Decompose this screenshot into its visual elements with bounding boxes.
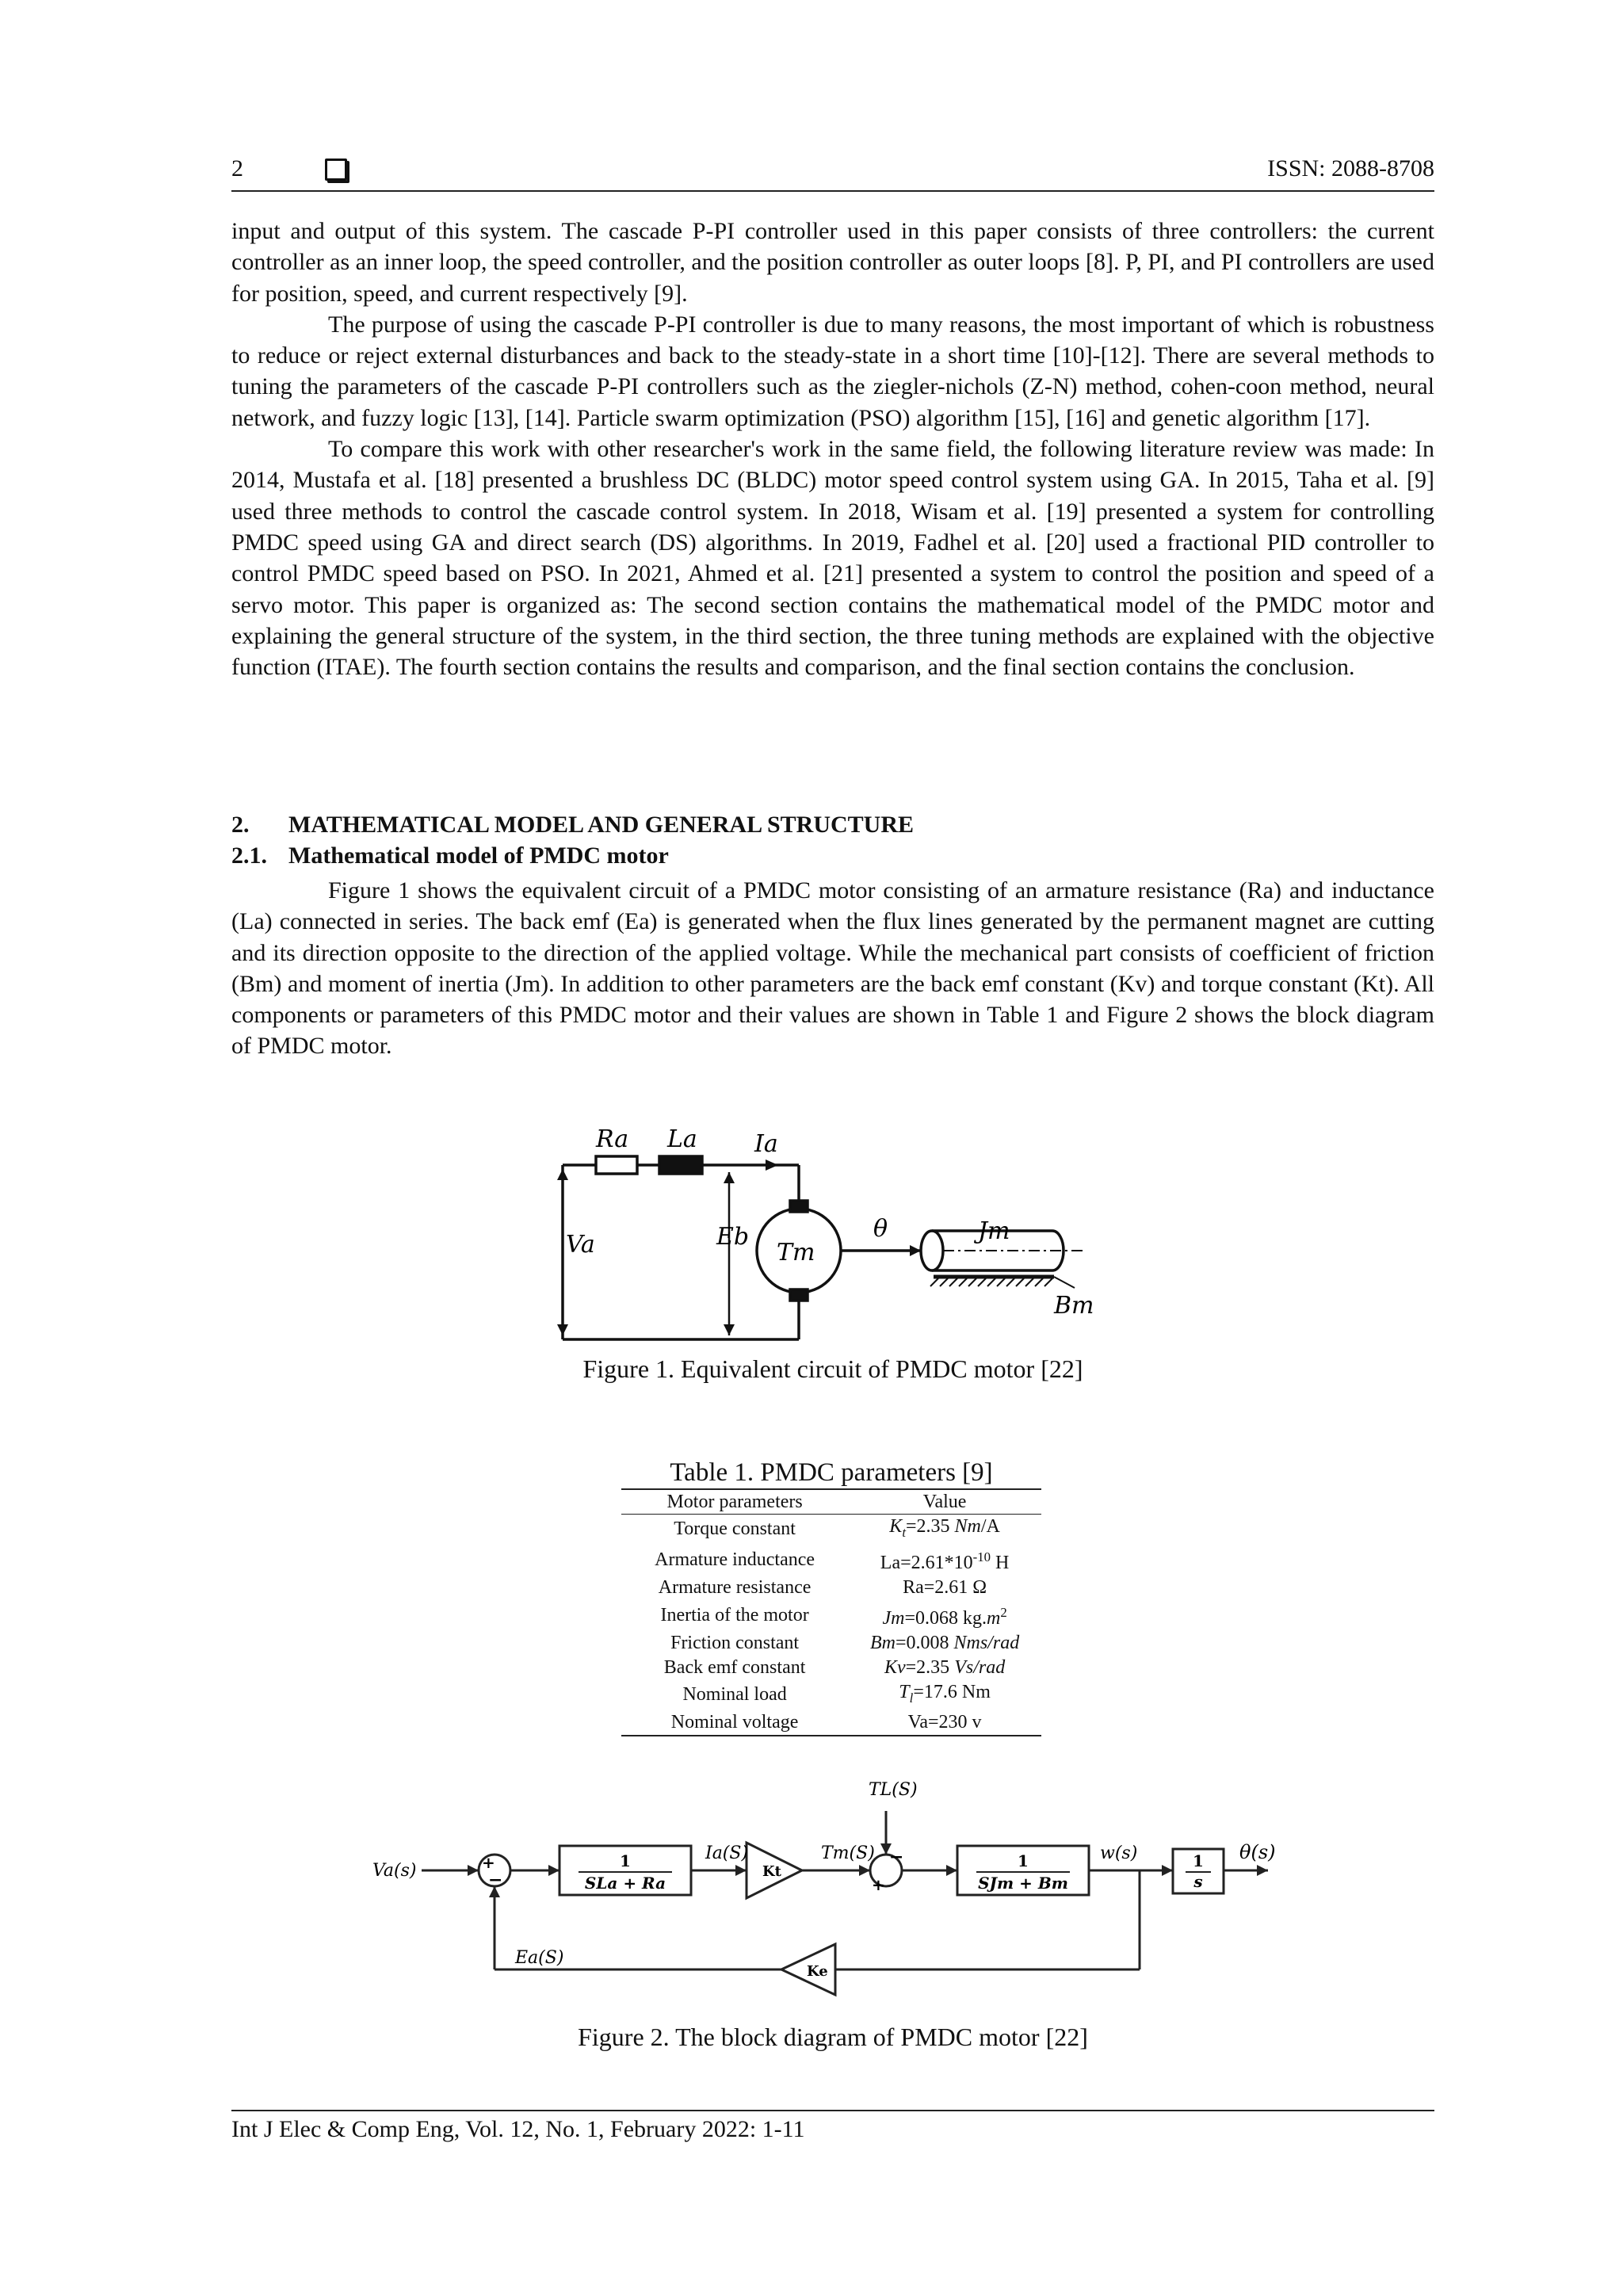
intro-text — [231, 216, 1434, 682]
block2-numerator: 1 — [1018, 1851, 1029, 1870]
param-value: Va=230 v — [907, 1711, 982, 1733]
page-footer — [231, 2110, 1434, 2143]
paragraph-2: The purpose of using the cascade P-PI controller is due to many reasons, the most important of which is robustness to reduce or reject external disturbances and back to the steady-state in a short time [10]-[12]. There are several methods to tuning the parameters of the cascade P-PI controllers such as the ziegler-nichols (Z-N) method, cohen-coon method, neural network, and fuzzy logic [13], [14]. Particle swarm optimization (PSO) algorithm [15], [16] and genetic algorithm [17]. — [231, 311, 1434, 431]
subsection-heading — [231, 842, 1434, 869]
label-bm: Bm — [1054, 1292, 1094, 1320]
paragraph-3: To compare this work with other researcher's work in the same field, the following literature review was made: In 2014, Mustafa et al. [18] presented a brushless DC (BLDC) motor speed control system using GA. In 2015, Taha et al. [9] used three methods to control the cascade control system. In 2018, Wisam et al. [19] presented a system for controlling PMDC speed using GA and direct search (DS) algorithms. In 2019, Fadhel et al. [20] used a fractional PID controller to control PMDC speed based on PSO. In 2021, Ahmed et al. [21] presented a system to control the position and speed of a servo motor. This paper is organized as: The second section contains the mathematical model of the PMDC motor and explaining the general structure of the system, in the third section, the three tuning methods are explained with the objective function (ITAE). The fourth section contains the results and comparison, and the final section contains the conclusion. — [231, 436, 1434, 681]
label-input: Va(s) — [372, 1861, 417, 1881]
label-theta: θ — [873, 1215, 888, 1243]
section-number: 2. — [231, 812, 250, 838]
param-value: $La=2.61*10^{-10}$ H — [880, 1549, 1010, 1573]
param-value: Jm=0.068 $kg.m^2$ — [882, 1604, 1007, 1629]
paragraph-4: Figure 1 shows the equivalent circuit of a PMDC motor consisting of an armature resistance (Ra) and inductance (La) connected in series. The back emf (Ea) is generated when the flux lines generated by the permanent magnet are cutting and its direction opposite to the direction of the applied voltage. While the mechanical part consists of coefficient of friction (Bm) and moment of inertia (Jm). In addition to other parameters are the back emf constant (Kv) and torque constant (Kt). All components or parameters of this PMDC motor and their values are shown in Table 1 and Figure 2 shows the block diagram of PMDC motor. — [231, 877, 1434, 1060]
parameters-table — [621, 1488, 1041, 1736]
table-1 — [621, 1457, 1041, 1736]
param-value: Bm=0.008 Nms/rad — [869, 1632, 1020, 1653]
plus-sign: + — [482, 1853, 495, 1872]
figure-2-caption: Figure 2. The block diagram of PMDC motor [22] — [578, 2023, 1088, 2051]
page-number: 2 — [231, 155, 243, 181]
column-header: Value — [848, 1489, 1041, 1515]
label-la: La — [667, 1125, 697, 1153]
label-theta: θ(s) — [1239, 1841, 1276, 1863]
paragraph-1: input and output of this system. The cascade P-PI controller used in this paper consists of three controllers: the current controller as an inner loop, the speed controller, and the position controller as outer loops [8]. P, PI, and PI controllers are used for position, speed, and current respectively [9]. — [231, 218, 1434, 307]
section-text — [231, 875, 1434, 1062]
column-header: Motor parameters — [621, 1489, 848, 1515]
block3-numerator: 1 — [1193, 1851, 1204, 1870]
label-jm: Jm — [978, 1217, 1010, 1245]
param-name: Friction constant — [670, 1632, 800, 1653]
table-row — [621, 1515, 1041, 1545]
param-name: Torque constant — [674, 1519, 796, 1540]
param-name: Nominal voltage — [670, 1711, 799, 1733]
block2-denominator: SJm + Bm — [978, 1874, 1068, 1893]
table-row — [621, 1680, 1041, 1710]
param-name: Armature inductance — [655, 1549, 815, 1570]
param-value: $K_t=2.35$ Nm/A — [889, 1516, 1000, 1540]
param-value: Ra=2.61 Ω — [903, 1576, 987, 1598]
label-ia: Ia(S) — [705, 1843, 749, 1863]
label-va: Va — [566, 1231, 595, 1259]
footer-citation: Int J Elec & Comp Eng, Vol. 12, No. 1, February 2022: 1-11 — [231, 2116, 805, 2142]
param-name: Inertia of the motor — [660, 1604, 809, 1626]
figure-2-block-diagram — [372, 1779, 1308, 2009]
minus-sign-2: − — [889, 1847, 904, 1867]
checkbox-square-icon — [325, 159, 347, 181]
page-header — [231, 155, 1434, 192]
section-title: MATHEMATICAL MODEL AND GENERAL STRUCTURE — [288, 812, 914, 838]
table-row — [621, 1576, 1041, 1600]
section-heading — [231, 812, 1434, 839]
label-w: w(s) — [1100, 1843, 1138, 1863]
block3-denominator: s — [1193, 1872, 1203, 1891]
param-name: Armature resistance — [658, 1576, 812, 1598]
subsection-number: 2.1. — [231, 842, 267, 869]
figure-1-caption: Figure 1. Equivalent circuit of PMDC motor [22] — [582, 1354, 1083, 1383]
table-row — [621, 1710, 1041, 1736]
table-row — [621, 1545, 1041, 1576]
figure-1-circuit — [547, 1121, 1117, 1351]
param-name: Nominal load — [682, 1684, 787, 1706]
block1-numerator: 1 — [620, 1851, 631, 1870]
plus-sign-2: + — [872, 1875, 885, 1894]
label-tm: Tm — [777, 1239, 815, 1266]
param-name: Back emf constant — [663, 1656, 806, 1678]
block1-denominator: SLa + Ra — [584, 1874, 666, 1893]
label-kt: Kt — [762, 1863, 781, 1880]
table-header-row — [621, 1489, 1041, 1515]
label-ea: Ea(S) — [515, 1948, 564, 1968]
label-tl: TL(S) — [869, 1780, 918, 1800]
label-ia: Ia — [754, 1130, 778, 1158]
param-value: $T_l=17.6$ Nm — [899, 1681, 991, 1706]
label-ra: Ra — [596, 1125, 629, 1153]
subsection-title: Mathematical model of PMDC motor — [288, 842, 669, 869]
param-value: Kv=2.35 Vs/rad — [884, 1656, 1006, 1678]
minus-sign: − — [488, 1870, 503, 1890]
label-ke: Ke — [807, 1963, 828, 1980]
label-tm: Tm(S) — [821, 1843, 875, 1863]
label-eb: Eb — [716, 1223, 750, 1251]
issn-label: ISSN: 2088-8708 — [1267, 155, 1434, 181]
table-row — [621, 1600, 1041, 1631]
table-row — [621, 1631, 1041, 1656]
table-row — [621, 1656, 1041, 1680]
table-1-title: Table 1. PMDC parameters [9] — [670, 1458, 993, 1487]
